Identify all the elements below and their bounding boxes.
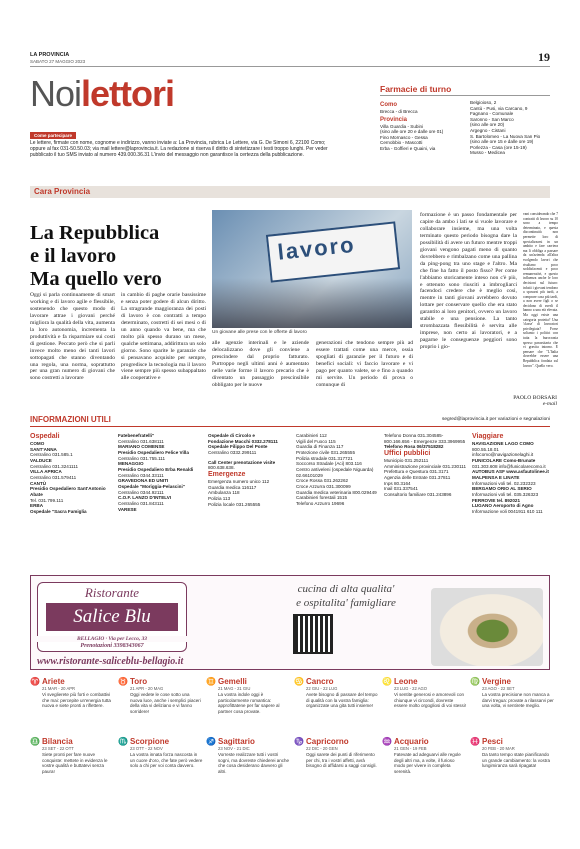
info-line: ERBA <box>30 503 44 509</box>
cancer-icon: ♋ <box>294 677 304 686</box>
sign-body <box>394 737 467 774</box>
issue-date: SABATO 27 MAGGIO 2023 <box>30 59 86 64</box>
pharmacies-left-column <box>380 100 468 152</box>
info-line: Vigili del Fuoco 115 <box>296 438 336 444</box>
info-line: Centralino 0332.299111 <box>208 449 257 455</box>
info-line: infocomo@navigazionelaghi.it <box>472 452 534 458</box>
sign-body <box>306 737 379 769</box>
info-line: C.O.F. LANZO D'INTELVI <box>118 495 172 501</box>
pharmacy-entry: Fino Mornasco - Gessa <box>380 134 428 140</box>
info-line: Telefono Rosa 06/37518282 <box>384 444 444 450</box>
info-line: Centralino 031.3241111 <box>30 463 79 469</box>
info-line: Fondazione Macchi 0332.278111 <box>208 438 278 444</box>
pisces-icon: ♓ <box>470 737 480 746</box>
info-line: Ospedale Filippo Del Ponte <box>208 444 268 450</box>
article-photo <box>212 210 412 328</box>
sign-text: La vostra innata forza nascosta in un cuore d'oro, che fate però vedere solo a chi per voi conta davvero. <box>130 752 203 768</box>
sign-text: Da tanto tempo state pianificando un grande cambiamento: la vostra lungimiranza sarà ripagata! <box>482 752 551 768</box>
article-column-1: Oggi si parla continuamente di smart working e di lavoro agile e flessibile, sostenendo che questo modo di lavorare attrae i giovani perché migliora la qualità della vita, aumenta la loro autonomia, incrementa la produttività e fa risparmiare sui costi di gestione. Peccato però che si parli invece molto meno dei tanti lavori sottopagati che stanno diventando una regola, una norma, soprattutto per una gran numero di giovani che sono costretti a lavorare <box>30 292 115 382</box>
sign-name: Leone <box>394 677 418 686</box>
sign-dates: 23 LUG - 22 AGO <box>394 686 428 691</box>
info-line: Informazioni voli tel. 02.232323 <box>472 480 536 486</box>
sign-dates: 23 OTT - 22 NOV <box>130 746 163 751</box>
signature-source: e-mail <box>542 401 557 407</box>
info-line: Centralino 0344.33111 <box>118 472 164 478</box>
info-line: Ospedale "Moriggia-Pelascini" <box>118 483 185 489</box>
info-line: Call Center prenotazione visite <box>208 459 276 465</box>
info-line: Polizia stradale 031.317721 <box>296 455 353 461</box>
article-column-3: alle agenzie interinali e le aziende delocalizzano dove gli conviene a prescindere dal proprio fatturato. Purtroppo negli ultimi anni è aumentato nelle varie forme il lavoro precario che è diventato un passaggio prescinsibile obbligato per le nuove <box>212 340 309 388</box>
info-column-services <box>296 433 380 507</box>
horoscope-sign <box>382 737 467 774</box>
article-column-6: vani considerando che 7 contratti di lavoro su 10 sono a tempo determinato, e questa discontinuità non permette loro di specializzarsi in un ambito e fare carriera ma li obbliga a passare da un'azienda all'altra svolgendo lavori che risultano poco soddisfacenti e poco remunerativi, e questo influenza anche le loro decisioni sul futuro: infatti i giovani tendono a sposarsi più tardi, a comprare casa più tardi, a non avere figli o se decidono di averli il hanno a una età elevata. Ma oggi esiste una categoria protetta? Una 'classe' di lavoratori privilegiata? Forse soltanto i politici con tutta la burocrazia spesso parassitaria che vi gravita intorno. E pensare che "L'Italia dovrebbe essere una Repubblica fondata sul lavoro". Quello vero. <box>523 212 558 368</box>
info-line: Ospedale "Sacra Famiglia <box>30 508 87 514</box>
pharmacies-title: Farmacie di turno <box>380 84 452 94</box>
info-line: MENAGGIO <box>118 461 144 467</box>
horoscope-sign <box>30 677 115 709</box>
sign-name: Toro <box>130 677 148 686</box>
photo-sign-text: lavoro <box>276 231 357 265</box>
info-line: LUGANO Aeroporto di Agno <box>472 503 534 509</box>
info-line: Guardia medica veterinaria 800.029449 <box>296 489 377 495</box>
horoscope-grid <box>30 677 558 817</box>
article-signature <box>420 395 557 407</box>
sign-dates: 21 MAR - 20 APR <box>42 686 76 691</box>
info-column-hospitals-2 <box>118 433 204 512</box>
info-contact-note: segred@laprovincia.it per variazioni e segnalazioni <box>441 417 550 422</box>
virgo-icon: ♍ <box>470 677 480 686</box>
article-headline <box>30 222 220 291</box>
sign-text: Vorreste realizzare tutti i vostri sogni, ma dovreste chiederei anche che cosa desiderano davvero gli altri. <box>218 752 290 774</box>
sign-name: Sagittario <box>218 737 255 746</box>
info-line: Centralino 031.585.1 <box>30 452 73 458</box>
info-column-public-offices <box>384 433 468 498</box>
info-line: Guardia di Finanza 117 <box>296 444 344 450</box>
info-line: 800.55.18.01 <box>472 446 499 452</box>
info-line: Soccorso Stradale (Aci) 803.116 <box>296 461 362 467</box>
sign-text: Vi sveglierete più forti e combattivi che mai: percepite un'energia tutta nuova e siete pronti a riflettere. <box>42 692 111 708</box>
taurus-icon: ♉ <box>118 677 128 686</box>
info-line: Prefettura e Questura 031.3171 <box>384 469 449 475</box>
info-line: FUNICOLARE Como-Brunate <box>472 457 536 463</box>
info-line: Ambulanza 118 <box>208 490 240 496</box>
horoscope-sign <box>206 737 291 774</box>
sign-body <box>42 737 115 774</box>
info-line: FERROVIE tel. 892021 <box>472 497 521 503</box>
qr-code-icon[interactable] <box>293 614 333 654</box>
info-line: Presidio Ospedaliero Felice Villa <box>118 449 189 455</box>
sign-dates: 23 AGO - 22 SET <box>482 686 515 691</box>
newspaper-name: LA PROVINCIA <box>30 52 70 58</box>
pharmacy-entry: Porlezza - Casa (ore 15-19) <box>470 144 527 150</box>
leo-icon: ♌ <box>382 677 392 686</box>
sign-text: La vostra indole oggi è particolarmente romantica: approfittatene per far sapere al partner cosa provate. <box>218 692 280 714</box>
sign-name: Bilancia <box>42 737 73 746</box>
ad-slogan <box>231 582 461 610</box>
section-label: Cara Provincia <box>34 187 91 196</box>
sagittarius-icon: ♐ <box>206 737 216 746</box>
info-heading: Uffici pubblici <box>384 449 431 457</box>
horoscope-sign <box>118 737 203 769</box>
sign-text: Siete pronti per fare nuove conquiste: mettete in evidenza le vostre qualità e buttatevi senza paura! <box>42 752 108 774</box>
pharmacy-entry: Belgioioso, 2 <box>470 100 497 105</box>
ad-website-link[interactable]: www.ristorante-saliceblu-bellagio.it <box>37 656 184 667</box>
pharmacy-entry: S. Bartolomeo - La Nuova San Pio <box>470 133 541 139</box>
slogan-line-2: e ospitalita' famigliare <box>296 597 396 609</box>
info-column-travel <box>472 433 558 515</box>
dish-photo <box>431 588 543 666</box>
aries-icon: ♈ <box>30 677 40 686</box>
info-line: Consultorio familiare 031.243896 <box>384 491 452 497</box>
pharmacy-city: Como <box>380 102 397 108</box>
horoscope-sign <box>382 677 467 709</box>
pharmacies-right-column <box>470 100 554 156</box>
pharmacy-entry: (sino alle ore 20) <box>470 122 505 128</box>
sign-body <box>394 677 467 709</box>
ad-address: BELLAGIO · Via per Lecco, 33 <box>37 636 187 642</box>
sign-text: Oggi vedete le cose sotto una nuova luce, anche i semplici piaceri della vita vi deliziano e vi fanno sorridere! <box>130 692 201 714</box>
sign-text: Avete bisogno di passare del tempo di qualità con la vostra famiglia: organizzate una gita tutti insieme! <box>306 692 378 708</box>
info-line: Centralino 031.755.111 <box>118 455 166 461</box>
pharmacy-entry: Brecca - di Brecca <box>380 109 418 114</box>
info-line: Telefono Azzurro 19696 <box>296 500 345 506</box>
pharmacy-city: Provincia <box>380 116 408 123</box>
sign-text: La vostra precisione non manca a darvi tregua: provate a rilassarvi per una volta, vi sentirete meglio. <box>482 692 554 708</box>
sign-body <box>130 737 203 769</box>
section-bar <box>30 186 550 198</box>
info-line: Presidio Ospedaliero Erba Renaldi <box>118 466 194 472</box>
info-line: Protezione civile 031.265555 <box>296 449 355 455</box>
scorpio-icon: ♏ <box>118 737 128 746</box>
sign-name: Gemelli <box>218 677 247 686</box>
article-column-2: in cambio di paghe orarie bassissime e senza poter godere di alcun diritto. La stragrande maggioranza dei posti di lavoro è con contratti a tempo determinato, costretti di sei mesi o di un anno quando va bene, ma che molto più spesso durano un mese, qualche settimana, addirittura un solo giorno. Sono sparite le garanzie che si pensavano acquisite per sempre, progredisce la tecnologia ma il lavoro viene sempre più spesso subappaltato alle cooperative e <box>121 292 206 382</box>
header-divider <box>30 66 550 67</box>
info-line: Croce Azzurra 031.300099 <box>296 483 351 489</box>
info-line: VILLA APRICA <box>30 469 62 475</box>
sign-dates: 21 APR - 20 MAG <box>130 686 164 691</box>
ad-booking: Prenotazioni 3398343067 <box>80 643 144 649</box>
info-line: SANT'ANNA <box>30 446 57 452</box>
logo-name: Salice Blu <box>46 603 178 631</box>
info-heading: Viaggiare <box>472 433 504 440</box>
sign-body <box>42 677 115 709</box>
sign-body <box>130 677 203 714</box>
info-line: Informazioni voli tel. 035.326323 <box>472 491 539 497</box>
info-divider <box>30 426 550 427</box>
article-column-4: generazioni che tendono sempre più ad essere trattati come una merce, ossia spogliati di garanzie per il futuro e di benefici sociali: vi faccio lavorare e vi pago per quanto valete, se e fino a quando mi servite. Un periodo di prova o comunque di <box>316 340 413 388</box>
info-line: Carabinieri 112 <box>296 433 327 438</box>
info-line: Tel. 031.799.111 <box>30 497 64 503</box>
horoscope-sign <box>294 677 379 709</box>
horoscope-sign <box>206 677 291 714</box>
info-line: Fatebenefratelli" <box>118 433 155 438</box>
sign-body <box>482 737 555 769</box>
info-line: NAVIGAZIONE LAGO COMO <box>472 441 534 446</box>
info-line: Centralino 031.843111 <box>118 500 164 506</box>
info-line: AUTOBUS ASF www.asfautolinee.it <box>472 469 549 475</box>
info-line: Polizia 113 <box>208 495 231 501</box>
signature-author: PAOLO BORSARI <box>513 395 557 401</box>
info-heading: Ospedali <box>30 433 60 440</box>
slogan-line-1: cucina di alta qualita' <box>297 583 395 595</box>
article-column-5: formazione è un passo fondamentale per capire da ambo i lati se si vuole lavorare e collaborare insieme, ma una volta terminato questo periodo bisogna dare la possibilità di avere un futuro mentre troppi giovani vengono pagati meno di quanto dovrebbero e rimbalzano come una pallina da ping-pong tra uno stage e l'altro. Ma che fine ha fatto il posto fisso? Per come l'abbiamo storicamente inteso non c'è più, e ottenuto sono riusciti a imbrogliarci facendoci credere che è meglio così, mentre in tanti giovani avrebbero dovuto lottare per conservare quello che era stato garantito ai loro genitori, ovvero un lavoro stabile e una pensione. La tanto strombazzata flessibilità è servita alle imprese, non certo ai lavoratori, e a pagarne le conseguenze peggiori sono proprio i gio- <box>420 212 517 351</box>
sign-name: Cancro <box>306 677 334 686</box>
info-line: CANTÙ <box>30 480 47 486</box>
horoscope-sign <box>118 677 203 714</box>
pharmacy-entry: Fagnano - Comunale <box>470 111 514 117</box>
info-line: VALDUCE <box>30 457 52 463</box>
sign-dates: 21 MAG - 21 GIU <box>218 686 251 691</box>
pharmacy-entry: Cernobbio - Mascotti <box>380 140 423 146</box>
capricorn-icon: ♑ <box>294 737 304 746</box>
sign-name: Vergine <box>482 677 511 686</box>
logo-ristorante: Ristorante <box>84 585 140 600</box>
info-line: Telefono Donna 031.304585-800.166.656 - Emergenze 333.3969955 <box>384 433 466 444</box>
horoscope-sign <box>470 677 555 709</box>
info-line: Carabinieri forestali 1515 <box>296 495 348 501</box>
sign-name: Capricorno <box>306 737 349 746</box>
sign-dates: 22 GIU - 22 LUG <box>306 686 338 691</box>
info-line: COMO <box>30 441 45 446</box>
sign-body <box>482 677 555 709</box>
gemini-icon: ♊ <box>206 677 216 686</box>
info-line: Presidio Ospedaliero Sant'Antonio Abate <box>30 486 106 497</box>
pharmacy-entry: (sino alle ore 15 e dalle ore 19) <box>470 139 534 145</box>
info-line: Informazione voli 0041911 610 111 <box>472 508 543 514</box>
horoscope-sign <box>470 737 555 769</box>
pharmacy-entry: Argegno - Cistani <box>470 127 506 133</box>
info-line: Centralino 031.579411 <box>30 474 77 480</box>
sign-name: Acquario <box>394 737 429 746</box>
sign-dates: 22 DIC - 20 GEN <box>306 746 338 751</box>
info-line: Municipio 031.252111 <box>384 457 429 463</box>
info-title: INFORMAZIONI UTILI <box>30 415 111 424</box>
contact-label: Come partecipare <box>30 132 76 139</box>
sign-body <box>306 677 379 709</box>
restaurant-ad[interactable] <box>30 575 550 670</box>
sign-text: Oggi sarete dei punti di riferimento per chi, tra i vostri affetti, avrà bisogno di affidarsi a saggi consigli. <box>306 752 377 768</box>
info-line: MALPENSA E LINATE <box>472 474 520 480</box>
aquarius-icon: ♒ <box>382 737 392 746</box>
info-line: BERGAMO ORIO AL SERIO <box>472 486 532 492</box>
headline-line: e il lavoro <box>30 245 117 267</box>
info-line: Ospedale di Circolo e <box>208 433 255 438</box>
info-line: 800.638.638. <box>208 465 235 471</box>
photo-crowd-shade <box>212 278 412 328</box>
info-line: VARESE <box>118 506 137 512</box>
brand-lettori: lettori <box>81 73 175 114</box>
section-brand <box>30 74 174 114</box>
sign-dates: 23 SET - 22 OTT <box>42 746 74 751</box>
pharmacy-entry: Saronno - San Marco <box>470 116 514 122</box>
sign-dates: 20 FEB - 20 MAR <box>482 746 515 751</box>
sign-name: Pesci <box>482 737 503 746</box>
info-line: MARIANO COMENSE <box>118 444 165 450</box>
sign-name: Scorpione <box>130 737 170 746</box>
brand-noi: Noi <box>30 73 82 114</box>
info-column-hospitals <box>30 433 112 515</box>
info-line: Croce Rossa 031.262262 <box>296 478 349 484</box>
info-line: Agenzia delle Entrate 031.37811 <box>384 474 451 480</box>
sign-body <box>218 737 291 774</box>
info-line: Amministrazione provinciale 031.230111 <box>384 463 467 469</box>
info-line: Emergenza numero unico 112 <box>208 478 270 484</box>
info-heading: Emergenze <box>208 470 246 478</box>
info-line: Inps 80.3164 <box>384 480 411 486</box>
page-number: 19 <box>538 50 550 64</box>
sign-dates: 21 GEN - 19 FEB <box>394 746 427 751</box>
pharmacy-entry: Erba - Goffieri e Quaini, via <box>380 145 436 151</box>
sign-name: Ariete <box>42 677 65 686</box>
info-line: Guardia medica 116117 <box>208 484 257 490</box>
contact-instructions: Le lettere, firmate con nome, cognome e indirizzo, vanno inviate a: La Provincia, rubrica Le Lettere, via G. De Simoni 6, 22100 Como; oppure al fax 031-50.50.03; via mail lettere@laprovincia.it. La redazione si riserva il diritto di sintetizzare i testi troppo lunghi. Per veder pubblicato il tuo SMS inviato al numero 439.000.36.31 L'invio del messaggio non garantisce la certezza della pubblicazione. <box>30 140 328 158</box>
info-column-emergency <box>208 433 292 507</box>
info-line: Inail 031.337541 <box>384 486 418 492</box>
pharmacy-entry: Cantù - Pusi, via Carcano, 9 <box>470 105 528 111</box>
sign-text: Vi sentite generosi e amorevoli con chiunque vi circondi, dovreste essere molto orgogliosi di voi stessi! <box>394 692 467 708</box>
sign-text: Fatevate ad adeguarvi alle regole degli altri ma, a volte, il furioso modo per vivere in completa serenità. <box>394 752 461 774</box>
sign-dates: 23 NOV - 21 DIC <box>218 746 250 751</box>
info-line: GRAVEDONA ED UNITI <box>118 478 169 484</box>
pharmacy-entry: (sino alle ore 20 e dalle ore 01) <box>380 129 444 135</box>
horoscope-sign <box>294 737 379 769</box>
info-line: Centralino 0344.92111 <box>118 489 164 495</box>
info-line: Centro antiveleni (ospedale Niguarda) 02.66101029 <box>296 466 374 478</box>
headline-line: La Repubblica <box>30 222 160 244</box>
photo-caption: Un giovane alle prese con le offerte di lavoro <box>212 330 307 335</box>
pharmacy-entry: Villa Guardia - Subini <box>380 123 424 129</box>
sign-body <box>218 677 291 714</box>
horoscope-sign <box>30 737 115 774</box>
headline-line: Ma quello vero <box>30 268 162 290</box>
info-line: 031.303.608 info@funicolarecomo.it <box>472 463 546 469</box>
photo-sign <box>266 221 400 282</box>
libra-icon: ♎ <box>30 737 40 746</box>
pharmacies-divider <box>380 95 550 96</box>
info-line: Polizia locale 031.265555 <box>208 501 261 507</box>
pharmacy-entry: Musso - Medicea <box>470 150 505 156</box>
info-line: Centralino 031.638111 <box>118 438 164 444</box>
